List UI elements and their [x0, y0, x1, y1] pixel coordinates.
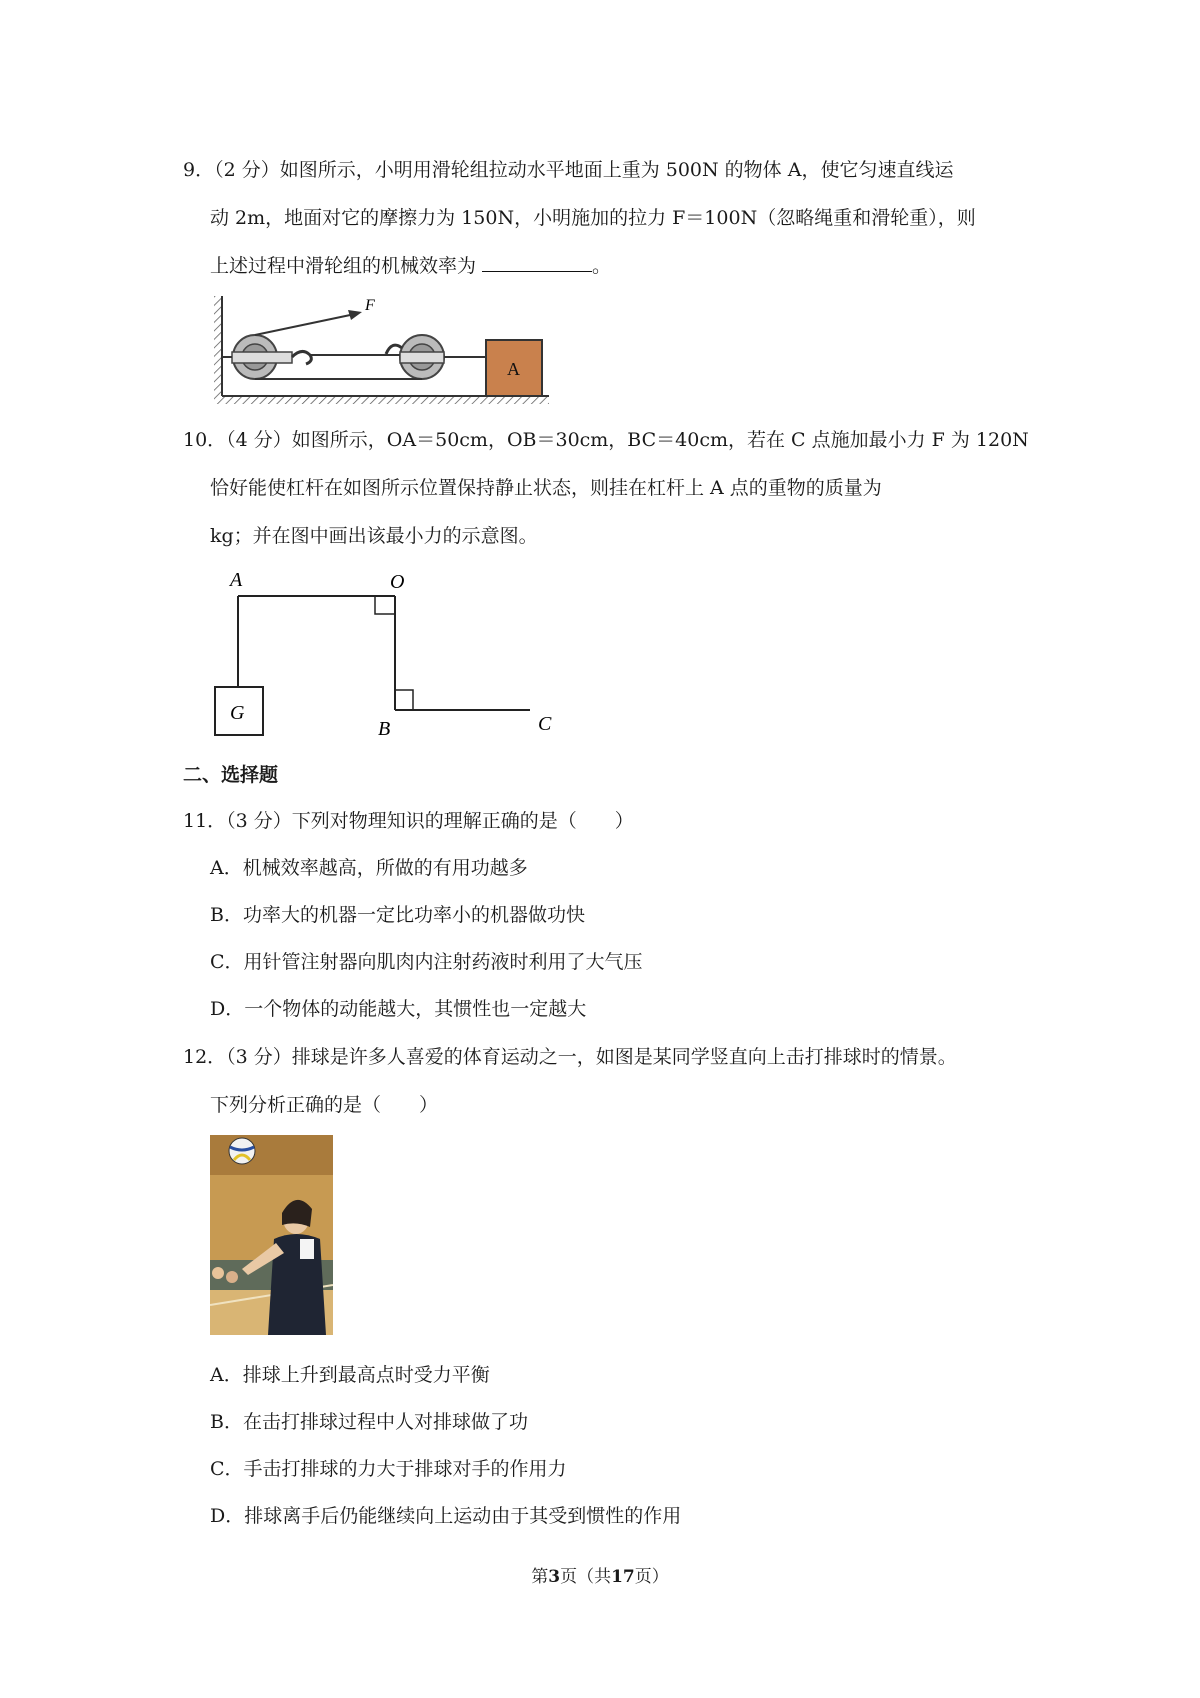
q10-line-3: kg；并在图中画出该最小力的示意图。	[210, 525, 538, 547]
volleyball-photo	[210, 1135, 333, 1335]
q12-option-d[interactable]: D．排球离手后仍能继续向上运动由于其受到惯性的作用	[210, 1505, 682, 1527]
q12-option-c[interactable]: C．手击打排球的力大于排球对手的作用力	[210, 1458, 567, 1480]
label-g: G	[230, 702, 245, 724]
rope-pull	[255, 314, 355, 335]
fixed-pulley-hook	[292, 351, 311, 364]
label-c: C	[538, 713, 552, 735]
q11-option-d[interactable]: D．一个物体的动能越大，其惯性也一定越大	[210, 998, 587, 1020]
q9-line-2: 动 2m，地面对它的摩擦力为 150N，小明施加的拉力 F＝100N（忽略绳重和滑轮重），则	[210, 207, 976, 229]
footer-prefix: 第	[531, 1567, 549, 1587]
q12-line-1: 12．（3 分）排球是许多人喜爱的体育运动之一，如图是某同学竖直向上击打排球时的情景。	[183, 1046, 957, 1068]
q10-line-2: 恰好能使杠杆在如图所示位置保持静止状态，则挂在杠杆上 A 点的重物的质量为	[210, 477, 882, 499]
q11-option-c[interactable]: C．用针管注射器向肌肉内注射药液时利用了大气压	[210, 951, 643, 973]
q12-option-a[interactable]: A．排球上升到最高点时受力平衡	[210, 1364, 490, 1386]
pulley-diagram	[210, 292, 555, 405]
q12-option-b[interactable]: B．在击打排球过程中人对排球做了功	[210, 1411, 528, 1433]
q11-option-a[interactable]: A．机械效率越高，所做的有用功越多	[210, 857, 528, 879]
q12-line-2: 下列分析正确的是（ ）	[210, 1094, 439, 1116]
ground-hatch	[214, 396, 549, 404]
q9-answer-blank[interactable]	[482, 253, 592, 272]
q9-line-3	[210, 253, 611, 279]
block-a-label: A	[507, 359, 520, 379]
force-label: F	[365, 297, 375, 314]
footer-page-number: 3	[548, 1567, 561, 1587]
footer-middle: 页（共	[560, 1567, 612, 1587]
q9-line-1: 9．（2 分）如图所示，小明用滑轮组拉动水平地面上重为 500N 的物体 A，使它匀速直线运	[183, 159, 954, 181]
q11-option-b[interactable]: B．功率大的机器一定比功率小的机器做功快	[210, 904, 585, 926]
wall-hatch	[214, 296, 222, 396]
label-a: A	[230, 569, 243, 591]
force-arrow-head	[348, 310, 362, 320]
label-o: O	[390, 571, 405, 593]
label-b: B	[378, 718, 391, 740]
right-angle-o	[375, 596, 395, 614]
footer-suffix: 页）	[634, 1567, 669, 1587]
q9-line-3-text: 上述过程中滑轮组的机械效率为	[210, 255, 477, 277]
page-footer	[0, 1562, 1200, 1587]
footer-total-pages: 17	[611, 1567, 635, 1587]
right-angle-b	[395, 690, 413, 710]
section-2-title: 二、选择题	[183, 764, 279, 786]
movable-pulley-axle	[400, 352, 444, 363]
q11-stem: 11．（3 分）下列对物理知识的理解正确的是（ ）	[183, 810, 634, 832]
q10-line-1: 10．（4 分）如图所示，OA＝50cm，OB＝30cm，BC＝40cm，若在 C 点施加最小力 F 为 120N	[183, 429, 1029, 451]
fixed-pulley-axle	[232, 352, 292, 363]
q9-line-3-end: 。	[592, 255, 612, 277]
lever-diagram	[210, 560, 570, 745]
